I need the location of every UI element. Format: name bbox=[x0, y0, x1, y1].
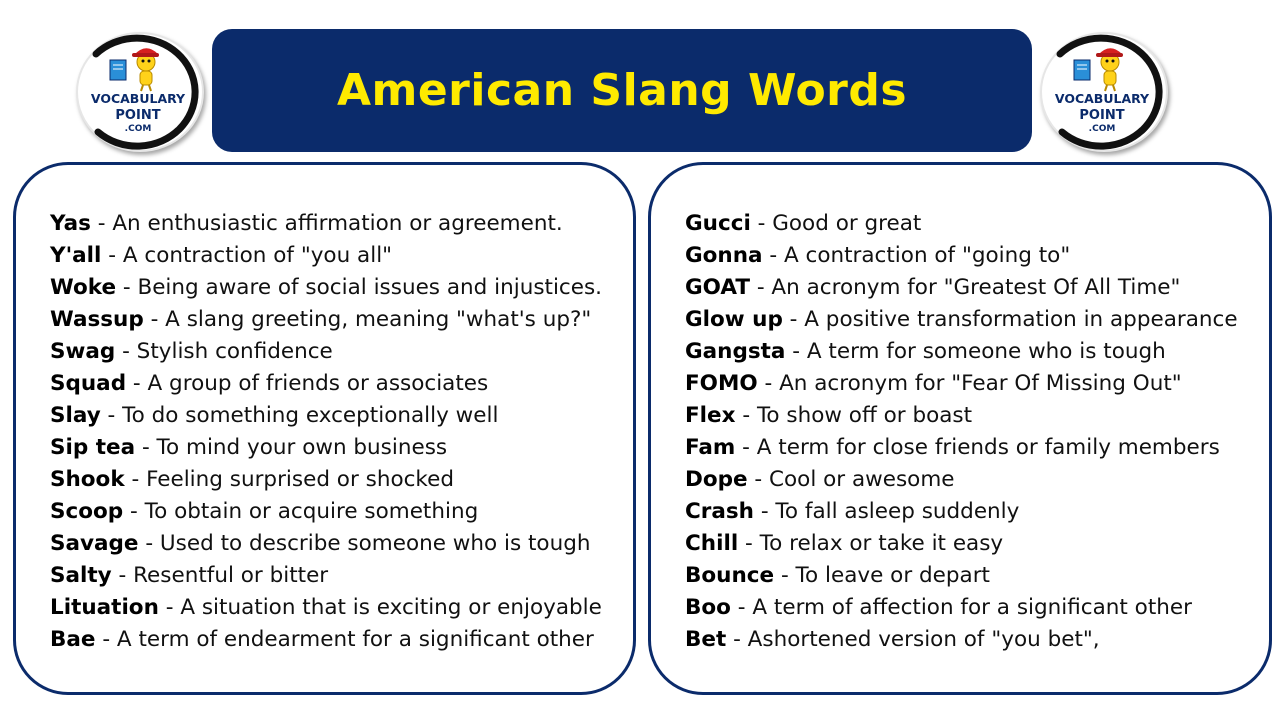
slang-term: Y'all bbox=[50, 243, 102, 268]
slang-definition: - Cool or awesome bbox=[747, 467, 955, 492]
list-item bbox=[50, 528, 602, 560]
list-item bbox=[685, 272, 1238, 304]
logo-line-3: .COM bbox=[124, 124, 152, 134]
list-item bbox=[50, 336, 602, 368]
page-title: American Slang Words bbox=[336, 65, 908, 116]
slang-term: Gucci bbox=[685, 211, 751, 236]
list-item bbox=[685, 560, 1238, 592]
slang-definition: - An acronym for "Fear Of Missing Out" bbox=[757, 371, 1182, 396]
slang-term: Crash bbox=[685, 499, 754, 524]
list-item bbox=[685, 432, 1238, 464]
slang-term: Woke bbox=[50, 275, 117, 300]
slang-term: Savage bbox=[50, 531, 139, 556]
slang-term: Chill bbox=[685, 531, 739, 556]
slang-definition: - To relax or take it easy bbox=[738, 531, 1004, 556]
list-item bbox=[685, 336, 1238, 368]
slang-term: Slay bbox=[50, 403, 101, 428]
slang-definition: - To leave or depart bbox=[774, 563, 990, 588]
slang-term: Sip tea bbox=[50, 435, 136, 460]
book-mascot-icon bbox=[108, 40, 168, 92]
list-item bbox=[685, 368, 1238, 400]
slang-term: Squad bbox=[50, 371, 127, 396]
slang-definition: - A term of endearment for a significant other bbox=[95, 627, 594, 652]
list-item bbox=[50, 624, 602, 656]
slang-panel-right bbox=[648, 162, 1272, 695]
vocabulary-point-logo-right bbox=[1040, 32, 1170, 152]
slang-term: Bounce bbox=[685, 563, 775, 588]
slang-definition: - A term for close friends or family members bbox=[735, 435, 1220, 460]
slang-definition: - A positive transformation in appearance bbox=[782, 307, 1238, 332]
slang-definition: - To mind your own business bbox=[135, 435, 448, 460]
slang-definition: - A group of friends or associates bbox=[126, 371, 489, 396]
slang-definition: - Stylish confidence bbox=[115, 339, 333, 364]
slang-list-left bbox=[50, 208, 602, 656]
list-item bbox=[50, 496, 602, 528]
list-item bbox=[50, 272, 602, 304]
slang-term: FOMO bbox=[685, 371, 758, 396]
list-item bbox=[50, 432, 602, 464]
slang-term: Fam bbox=[685, 435, 736, 460]
slang-definition: - A situation that is exciting or enjoyable bbox=[158, 595, 602, 620]
slang-panel-left bbox=[13, 162, 636, 695]
slang-definition: - A term for someone who is tough bbox=[785, 339, 1166, 364]
slang-definition: - Feeling surprised or shocked bbox=[124, 467, 454, 492]
list-item bbox=[50, 240, 602, 272]
slang-term: Glow up bbox=[685, 307, 783, 332]
slang-definition: - To obtain or acquire something bbox=[123, 499, 479, 524]
slang-term: Yas bbox=[50, 211, 91, 236]
logo-line-1: VOCABULARY bbox=[90, 91, 186, 106]
list-item bbox=[685, 304, 1238, 336]
list-item bbox=[685, 592, 1238, 624]
vocabulary-point-logo-left bbox=[76, 32, 206, 152]
slang-definition: - A term of affection for a significant other bbox=[730, 595, 1192, 620]
list-item bbox=[50, 400, 602, 432]
slang-term: Gangsta bbox=[685, 339, 786, 364]
slang-term: Bae bbox=[50, 627, 96, 652]
slang-definition: - To show off or boast bbox=[735, 403, 973, 428]
slang-term: Bet bbox=[685, 627, 727, 652]
slang-term: Swag bbox=[50, 339, 116, 364]
list-item bbox=[685, 400, 1238, 432]
list-item bbox=[685, 464, 1238, 496]
list-item bbox=[50, 464, 602, 496]
list-item bbox=[685, 624, 1238, 656]
logo-line-3: .COM bbox=[1088, 124, 1116, 134]
slang-term: Salty bbox=[50, 563, 112, 588]
slang-definition: - An enthusiastic affirmation or agreement. bbox=[90, 211, 563, 236]
slang-definition: - A contraction of "you all" bbox=[101, 243, 393, 268]
slang-term: Boo bbox=[685, 595, 731, 620]
slang-definition: - An acronym for "Greatest Of All Time" bbox=[749, 275, 1181, 300]
list-item bbox=[685, 496, 1238, 528]
slang-definition: - Good or great bbox=[750, 211, 922, 236]
list-item bbox=[50, 208, 602, 240]
list-item bbox=[685, 208, 1238, 240]
slang-definition: - Resentful or bitter bbox=[111, 563, 329, 588]
book-mascot-icon bbox=[1072, 40, 1132, 92]
slang-definition: - Being aware of social issues and injustices. bbox=[116, 275, 603, 300]
list-item bbox=[50, 592, 602, 624]
list-item bbox=[685, 240, 1238, 272]
slang-term: Lituation bbox=[50, 595, 159, 620]
slang-list-right bbox=[685, 208, 1238, 656]
list-item bbox=[685, 528, 1238, 560]
title-banner bbox=[212, 29, 1032, 152]
slang-term: Shook bbox=[50, 467, 125, 492]
logo-line-2: POINT bbox=[115, 108, 161, 123]
logo-line-2: POINT bbox=[1079, 108, 1125, 123]
slang-definition: - Ashortened version of "you bet", bbox=[726, 627, 1100, 652]
slang-term: Gonna bbox=[685, 243, 763, 268]
slang-term: Dope bbox=[685, 467, 748, 492]
slang-term: Wassup bbox=[50, 307, 144, 332]
list-item bbox=[50, 560, 602, 592]
slang-definition: - A slang greeting, meaning "what's up?" bbox=[143, 307, 592, 332]
list-item bbox=[50, 304, 602, 336]
slang-definition: - To do something exceptionally well bbox=[100, 403, 499, 428]
slang-term: Scoop bbox=[50, 499, 124, 524]
slang-definition: - To fall asleep suddenly bbox=[754, 499, 1020, 524]
slang-term: GOAT bbox=[685, 275, 750, 300]
slang-definition: - Used to describe someone who is tough bbox=[138, 531, 591, 556]
slang-term: Flex bbox=[685, 403, 736, 428]
slang-definition: - A contraction of "going to" bbox=[762, 243, 1071, 268]
logo-line-1: VOCABULARY bbox=[1054, 91, 1150, 106]
list-item bbox=[50, 368, 602, 400]
